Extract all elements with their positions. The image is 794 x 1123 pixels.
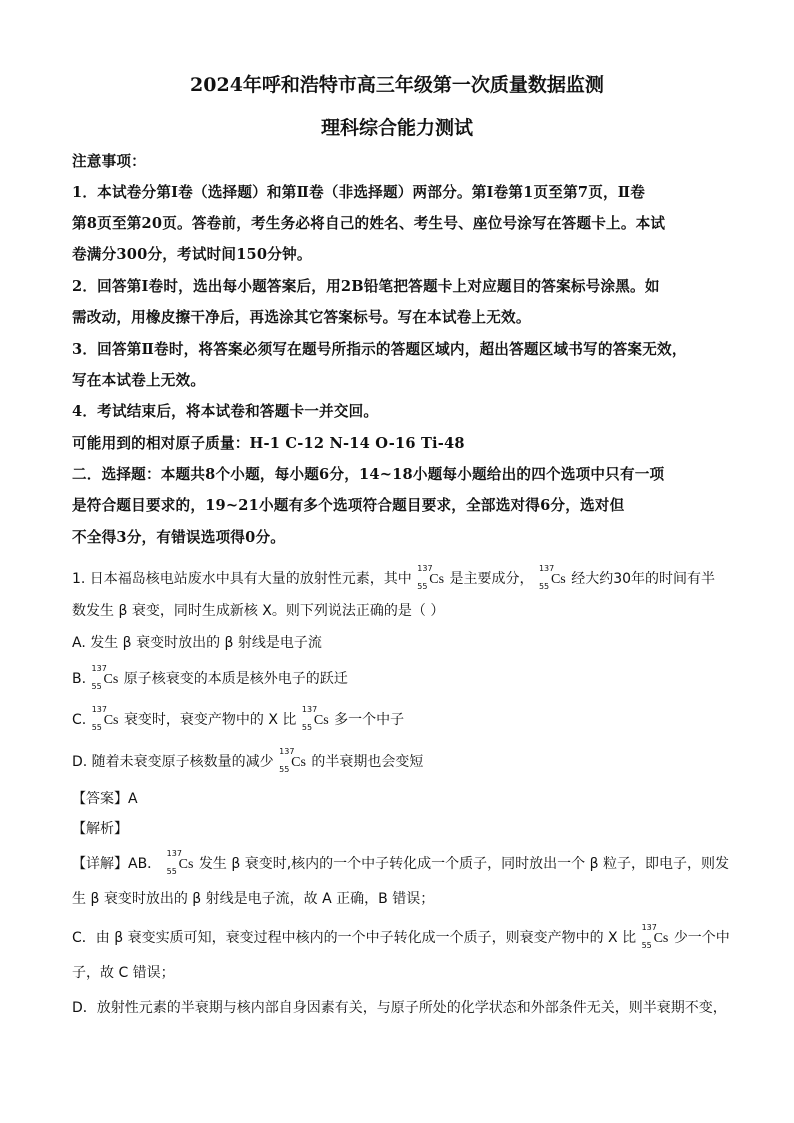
page-subtitle: 理科综合能力测试 xyxy=(320,117,473,139)
question-line: 数发生 β 衰变，同时生成新核 X。则下列说法正确的是（ ） xyxy=(72,603,445,619)
detail-line: 子，故 C 错误； xyxy=(72,965,175,981)
nuclide-cs137: 137 55 Cs xyxy=(301,705,329,732)
detail-line: 【详解】AB． 137 55 Cs 发生 β 衰变时,核内的一个中子转化成一个质子，同时放出一个 β 粒子，即电子，则发 xyxy=(72,849,730,876)
analysis-label: 【解析】 xyxy=(72,821,128,837)
note-line: 4．考试结束后，将本试卷和答题卡一并交回。 xyxy=(72,403,379,420)
nuclide-cs137: 137 55 Cs xyxy=(417,564,445,591)
detail-line: C．由 β 衰变实质可知，衰变过程中核内的一个中子转化成一个质子，则衰变产物中的 X 比 137 55 Cs 少一个中 xyxy=(72,923,730,950)
notes-heading: 注意事项： xyxy=(72,153,146,170)
nuclide-cs137: 137 55 Cs xyxy=(91,664,119,691)
answer-label: 【答案】A xyxy=(72,791,138,807)
note-line: 3．回答第Ⅱ卷时，将答案必须写在题号所指示的答题区域内，超出答题区域书写的答案无效， xyxy=(72,341,687,358)
note-line: 2．回答第Ⅰ卷时，选出每小题答案后，用2B铅笔把答题卡上对应题目的答案标号涂黑。如 xyxy=(72,278,660,295)
section-line: 二．选择题：本题共8个小题，每小题6分，14~18小题每小题给出的四个选项中只有一项 xyxy=(72,466,665,483)
option-a: A. 发生 β 衰变时放出的 β 射线是电子流 xyxy=(72,635,322,651)
section-line: 不全得3分，有错误选项得0分。 xyxy=(72,529,286,546)
option-d: D. 随着未衰变原子核数量的减少 137 55 Cs 的半衰期也会变短 xyxy=(72,747,424,774)
section-line: 是符合题目要求的，19~21小题有多个选项符合题目要求，全部选对得6分，选对但 xyxy=(72,497,625,514)
note-line: 第8页至第20页。答卷前，考生务必将自己的姓名、考生号、座位号涂写在答题卡上。本试 xyxy=(72,215,666,232)
nuclide-cs137: 137 55 Cs xyxy=(166,849,194,876)
nuclide-cs137: 137 55 Cs xyxy=(279,747,306,774)
nuclide-cs137: 137 55 Cs xyxy=(538,564,566,591)
option-c: C. 137 55 Cs 衰变时，衰变产物中的 X 比 137 55 Cs 多一个中子 xyxy=(72,705,405,732)
note-line: 需改动，用橡皮擦干净后，再选涂其它答案标号。写在本试卷上无效。 xyxy=(72,309,531,326)
atomic-mass-line: 可能用到的相对原子质量：H-1 C-12 N-14 O-16 Ti-48 xyxy=(72,435,465,452)
page-title: 2024年呼和浩特市高三年级第一次质量数据监测 xyxy=(190,74,604,96)
note-line: 卷满分300分，考试时间150分钟。 xyxy=(72,246,312,263)
question-line: 1. 日本福岛核电站废水中具有大量的放射性元素，其中 137 55 Cs 是主要成分， 137 55 Cs 经大约30年的时间有半 xyxy=(72,564,716,591)
detail-line: D．放射性元素的半衰期与核内部自身因素有关，与原子所处的化学状态和外部条件无关，则半衰期不变， xyxy=(72,1000,727,1016)
note-line: 写在本试卷上无效。 xyxy=(72,372,206,389)
nuclide-cs137: 137 55 Cs xyxy=(641,923,669,950)
nuclide-cs137: 137 55 Cs xyxy=(91,705,119,732)
note-line: 1．本试卷分第Ⅰ卷（选择题）和第Ⅱ卷（非选择题）两部分。第Ⅰ卷第1页至第7页，Ⅱ卷 xyxy=(72,184,646,201)
option-b: B. 137 55 Cs 原子核衰变的本质是核外电子的跃迁 xyxy=(72,664,348,691)
detail-line: 生 β 衰变时放出的 β 射线是电子流，故 A 正确，B 错误； xyxy=(72,891,435,907)
